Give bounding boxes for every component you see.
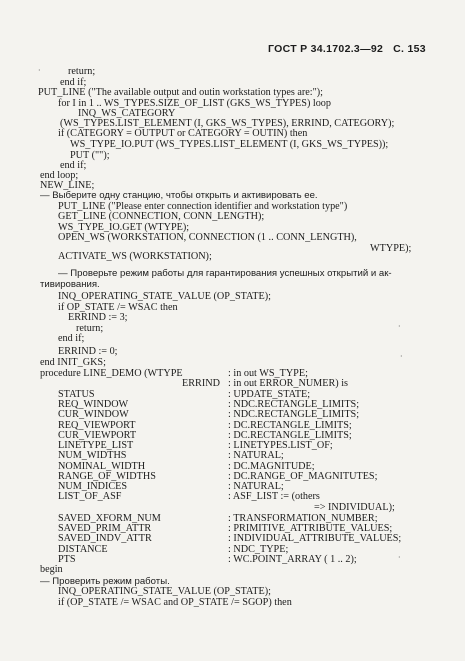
comment-line: тивирования.	[40, 279, 100, 290]
code-line: STATUS	[58, 389, 95, 400]
code-line: : in out ERROR_NUMER) is	[228, 378, 348, 389]
code-line: WTYPE);	[370, 243, 412, 254]
code-line: NOMINAL_WIDTH	[58, 461, 146, 472]
code-line: end INIT_GKS;	[40, 357, 106, 368]
code-line: : NATURAL;	[228, 481, 284, 492]
code-line: GET_LINE (CONNECTION, CONN_LENGTH);	[58, 211, 265, 222]
code-line: for I in 1 .. WS_TYPES.SIZE_OF_LIST (GKS_WS_TYPES) loop	[58, 98, 331, 109]
page-header	[268, 43, 426, 55]
code-line: RANGE_OF_WIDTHS	[58, 471, 156, 482]
code-line: : NATURAL;	[228, 450, 284, 461]
code-line: WS_TYPE_IO.PUT (WS_TYPES.LIST_ELEMENT (I, GKS_WS_TYPES));	[70, 139, 389, 150]
code-line: : ASF_LIST := (others	[228, 491, 320, 502]
code-line: : in out WS_TYPE;	[228, 368, 308, 379]
code-line: : DC.MAGNITUDE;	[228, 461, 315, 472]
code-line: procedure LINE_DEMO (WTYPE	[40, 368, 183, 379]
code-line: ERRIND := 3;	[68, 312, 128, 323]
code-line: INQ_WS_CATEGORY	[78, 108, 176, 119]
code-line: : UPDATE_STATE;	[228, 389, 311, 400]
margin-mark: ·	[398, 553, 401, 562]
code-line: : LINETYPES.LIST_OF;	[228, 440, 333, 451]
code-line: : DC.RANGE_OF_MAGNITUTES;	[228, 471, 378, 482]
code-line: WS_TYPE_IO.GET (WTYPE);	[58, 222, 190, 233]
code-line: OPEN_WS (WORKSTATION, CONNECTION (1 .. CONN_LENGTH),	[58, 232, 357, 243]
code-line: : NDC_TYPE;	[228, 544, 289, 555]
code-line: NEW_LINE;	[40, 180, 95, 191]
code-line: REQ_WINDOW	[58, 399, 129, 410]
margin-mark: ·	[398, 322, 401, 331]
code-line: => INDIVIDUAL);	[314, 502, 395, 513]
code-line: begin	[40, 564, 63, 575]
code-line: LIST_OF_ASF	[58, 491, 122, 502]
code-line: : INDIVIDUAL_ATTRIBUTE_VALUES;	[228, 533, 402, 544]
code-line: if (CATEGORY = OUTPUT or CATEGORY = OUTIN) then	[58, 128, 308, 139]
margin-mark: ·	[400, 352, 403, 361]
code-line: (WS_TYPES.LIST_ELEMENT (I, GKS_WS_TYPES), ERRIND, CATEGORY);	[60, 118, 395, 129]
code-line: ERRIND	[182, 378, 220, 389]
code-line: SAVED_XFORM_NUM	[58, 513, 161, 524]
code-line: ACTIVATE_WS (WORKSTATION);	[58, 251, 212, 262]
code-line: PTS	[58, 554, 76, 565]
code-line: : NDC.RECTANGLE_LIMITS;	[228, 399, 360, 410]
code-line: end loop;	[40, 170, 79, 181]
code-line: if OP_STATE /= WSAC then	[58, 302, 178, 313]
code-line: INQ_OPERATING_STATE_VALUE (OP_STATE);	[58, 586, 271, 597]
code-line: return;	[76, 323, 104, 334]
margin-mark: ·	[38, 66, 41, 75]
comment-line: — Проверьте режим работы для гарантирования успешных открытий и ак-	[58, 268, 392, 279]
code-line: CUR_WINDOW	[58, 409, 129, 420]
code-line: return;	[68, 66, 96, 77]
code-line: end if;	[60, 160, 87, 171]
page-number: С. 153	[393, 43, 426, 55]
code-line: end if;	[58, 333, 85, 344]
code-line: if (OP_STATE /= WSAC and OP_STATE /= SGOP) then	[58, 597, 292, 608]
code-line: : DC.RECTANGLE_LIMITS;	[228, 430, 352, 441]
code-line: : WC.POINT_ARRAY ( 1 .. 2);	[228, 554, 357, 565]
code-line: end if;	[60, 77, 87, 88]
code-line: REQ_VIEWPORT	[58, 420, 136, 431]
code-line: PUT_LINE ("Please enter connection identifier and workstation type")	[58, 201, 348, 212]
code-line: : DC.RECTANGLE_LIMITS;	[228, 420, 352, 431]
code-line: PUT ("");	[70, 150, 110, 161]
code-line: DISTANCE	[58, 544, 108, 555]
code-line: PUT_LINE ("The available output and outin workstation types are:");	[38, 87, 324, 98]
code-line: ERRIND := 0;	[58, 346, 118, 357]
code-line: SAVED_INDV_ATTR	[58, 533, 152, 544]
code-line: NUM_INDICES	[58, 481, 128, 492]
code-line: SAVED_PRIM_ATTR	[58, 523, 152, 534]
code-line: CUR_VIEWPORT	[58, 430, 137, 441]
code-line: : TRANSFORMATION_NUMBER;	[228, 513, 378, 524]
code-line: LINETYPE_LIST	[58, 440, 134, 451]
code-line: INQ_OPERATING_STATE_VALUE (OP_STATE);	[58, 291, 271, 302]
code-line: : NDC.RECTANGLE_LIMITS;	[228, 409, 360, 420]
comment-line: — Выберите одну станцию, чтобы открыть и активировать ее.	[40, 190, 318, 201]
code-line: : PRIMITIVE_ATTRIBUTE_VALUES;	[228, 523, 393, 534]
standard-number: ГОСТ Р 34.1702.3—92	[268, 43, 384, 55]
comment-line: — Проверить режим работы.	[40, 576, 170, 587]
code-line: NUM_WIDTHS	[58, 450, 127, 461]
